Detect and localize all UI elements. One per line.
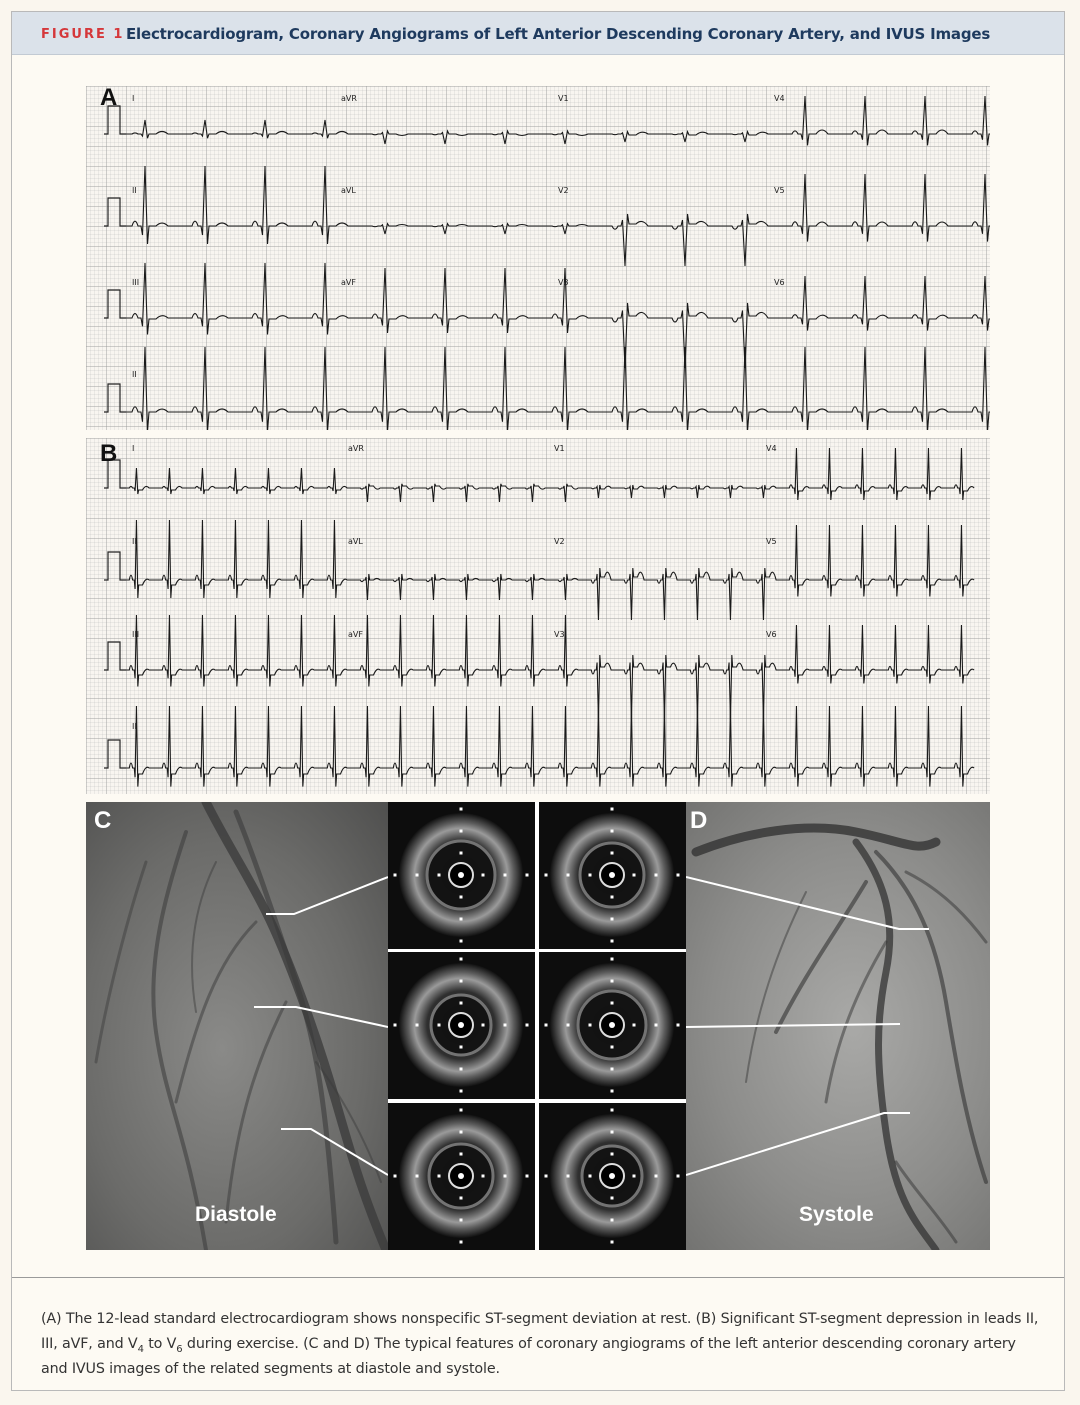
caption-part-1: (A) The 12-lead standard electrocardiogram shows nonspecific ST-segment deviation at rest. (B) Significant ST-segment depression in leads II, III, aVF, and V — [41, 1311, 1039, 1352]
ivus-image — [388, 1103, 535, 1250]
ecg-trace — [126, 166, 990, 266]
lead-label: V6 — [774, 278, 785, 287]
imaging-panel — [86, 802, 990, 1250]
lead-label: aVF — [348, 630, 363, 639]
ivus-cross-section — [539, 1103, 686, 1250]
caption-part-2: to V — [143, 1336, 177, 1352]
ivus-image — [388, 952, 535, 1099]
panel-letter-d: D — [690, 807, 708, 834]
ecg-traces — [86, 438, 990, 794]
panel-letter-b: B — [100, 440, 118, 467]
figure-title: Electrocardiogram, Coronary Angiograms of Left Anterior Descending Coronary Artery, and IVUS Images — [126, 25, 991, 43]
lead-label: II — [132, 537, 137, 546]
ivus-cross-section — [388, 1103, 535, 1250]
ivus-image — [539, 1103, 686, 1250]
lead-label: aVL — [341, 186, 356, 195]
systole-label: Systole — [799, 1203, 874, 1226]
ecg-trace — [126, 448, 974, 502]
caption-part-3: during exercise. (C and D) The typical features of coronary angiograms of the left anterior descending coronary artery and IVUS images of the related segments at diastole and systole. — [41, 1336, 1016, 1377]
lead-label: III — [132, 278, 140, 287]
caption-subscript-2: 6 — [176, 1343, 183, 1355]
ivus-image — [539, 952, 686, 1099]
lead-label: II — [132, 186, 137, 195]
angiogram-vessels-d — [686, 802, 990, 1250]
lead-label: aVR — [341, 94, 357, 103]
ecg-trace — [126, 347, 990, 430]
lead-label: II — [132, 722, 137, 731]
lead-label: I — [132, 444, 135, 453]
caption-subscript-1: 4 — [137, 1343, 144, 1355]
angiogram-diastole — [86, 802, 388, 1250]
ecg-trace — [126, 520, 974, 620]
figure-header — [12, 12, 1064, 55]
ivus-cross-section — [388, 802, 535, 949]
lead-label: V5 — [774, 186, 785, 195]
panel-letter-c: C — [94, 807, 112, 834]
lead-label: V6 — [766, 630, 777, 639]
figure-caption — [41, 1307, 1041, 1382]
ivus-image — [539, 802, 686, 949]
calibration-pulse — [104, 552, 126, 580]
ivus-grid — [388, 802, 686, 1250]
lead-label: V1 — [554, 444, 565, 453]
lead-label: V2 — [558, 186, 569, 195]
calibration-pulse — [104, 642, 126, 670]
calibration-pulse — [104, 198, 126, 226]
ecg-traces — [86, 86, 990, 430]
diastole-label: Diastole — [195, 1203, 277, 1226]
calibration-pulse — [104, 384, 126, 412]
lead-label: II — [132, 370, 137, 379]
ivus-image — [388, 802, 535, 949]
ecg-panel-b — [86, 438, 990, 794]
lead-label: III — [132, 630, 140, 639]
ivus-cross-section — [388, 952, 535, 1099]
caption-box — [12, 1277, 1064, 1391]
ecg-trace — [126, 615, 974, 720]
ecg-trace — [126, 96, 990, 145]
lead-label: aVL — [348, 537, 363, 546]
angiogram-systole — [686, 802, 990, 1250]
lead-label: aVF — [341, 278, 356, 287]
lead-label: V4 — [766, 444, 777, 453]
panel-letter-a: A — [100, 86, 118, 111]
lead-label: V2 — [554, 537, 565, 546]
lead-label: aVR — [348, 444, 364, 453]
lead-label: V1 — [558, 94, 569, 103]
figure-label: FIGURE 1 — [41, 27, 125, 42]
lead-label: I — [132, 94, 135, 103]
lead-label: V4 — [774, 94, 785, 103]
angiogram-vessels-c — [86, 802, 388, 1250]
ecg-trace — [126, 706, 974, 787]
lead-label: V3 — [558, 278, 569, 287]
lead-label: V3 — [554, 630, 565, 639]
calibration-pulse — [104, 290, 126, 318]
ivus-cross-section — [539, 952, 686, 1099]
lead-label: V5 — [766, 537, 777, 546]
ivus-cross-section — [539, 802, 686, 949]
calibration-pulse — [104, 740, 126, 768]
ecg-panel-a — [86, 86, 990, 430]
